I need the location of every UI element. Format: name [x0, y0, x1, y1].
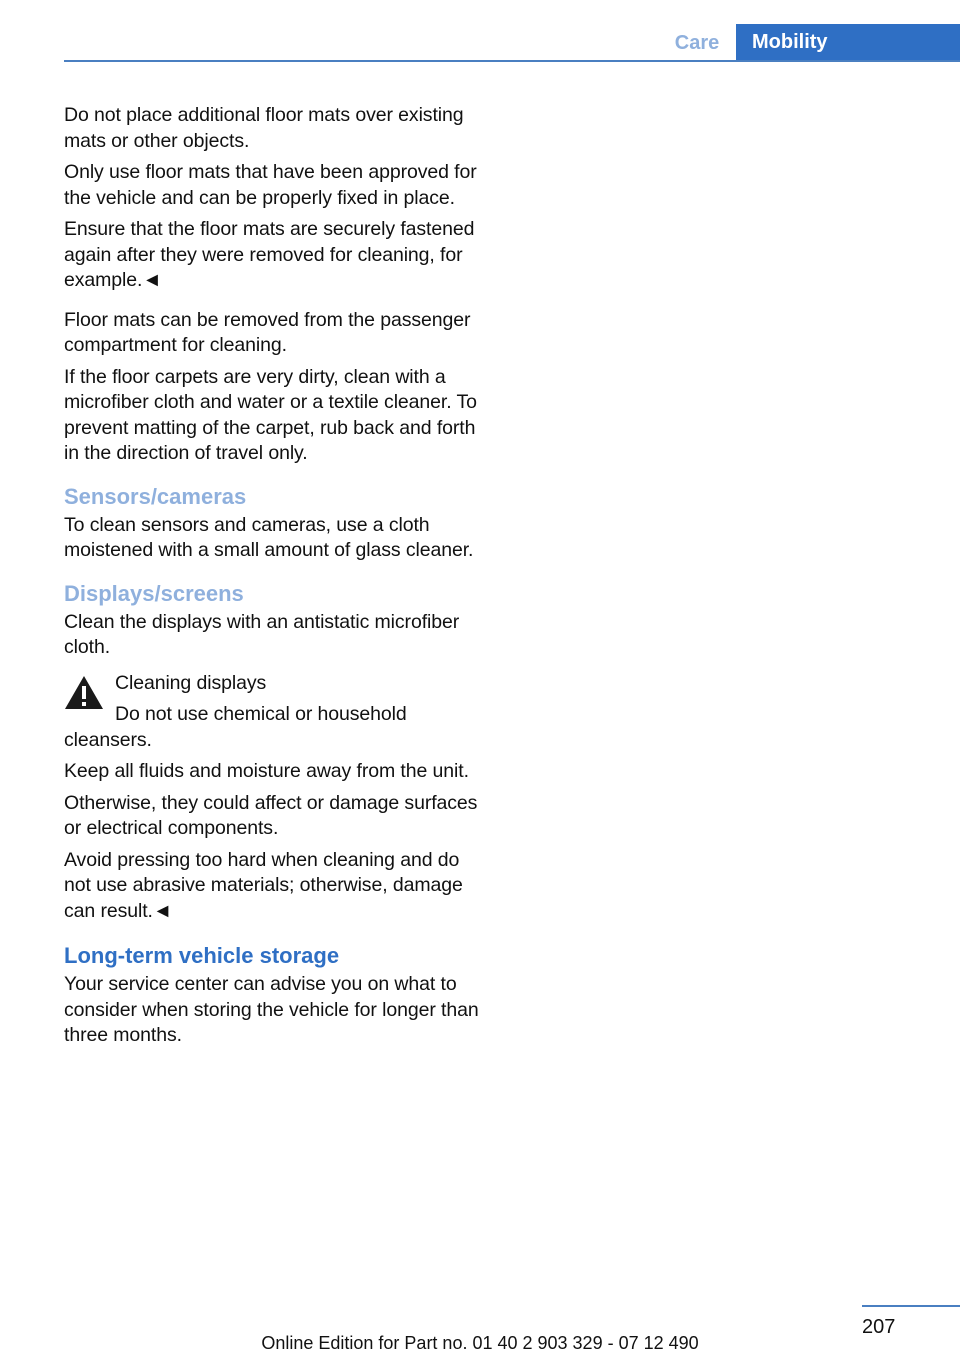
warning-title: Cleaning displays [115, 671, 267, 694]
page-number: 207 [862, 1316, 896, 1338]
paragraph-floor-mats-2: Only use floor mats that have been approved for the vehicle and can be properly fixed in place. [64, 161, 477, 209]
page-content [64, 103, 484, 1055]
paragraph-displays: Clean the displays with an antistatic microfiber cloth. [64, 610, 460, 658]
paragraph-avoid-pressing: Avoid pressing too hard when cleaning and do not use abrasive materials; otherwise, damage can result.◄ [64, 848, 463, 922]
tab-care[interactable]: Care [674, 32, 720, 54]
paragraph-storage: Your service center can advise you on what to consider when storing the vehicle for longer than three months. [64, 973, 479, 1046]
paragraph-floor-mats-1: Do not place additional floor mats over existing mats or other objects. [64, 104, 464, 152]
heading-long-term-storage: Long-term vehicle storage [64, 943, 340, 968]
paragraph-otherwise: Otherwise, they could affect or damage surfaces or electrical components. [64, 791, 478, 839]
footer-rule [862, 1305, 960, 1307]
footer-edition: Online Edition for Part no. 01 40 2 903 329 - 07 12 490 [261, 1333, 699, 1353]
heading-displays-screens: Displays/screens [64, 580, 244, 606]
paragraph-floor-carpets: If the floor carpets are very dirty, clean with a microfiber cloth and water or a textile cleaner. To prevent matting of the carpet, rub back and forth in the direction of travel only. [64, 365, 477, 464]
tab-mobility[interactable]: Mobility [736, 24, 960, 61]
warning-text: Do not use chemical or household cleansers. [64, 703, 407, 751]
paragraph-floor-mats-4: Floor mats can be removed from the passenger compartment for cleaning. [64, 308, 471, 356]
paragraph-fluids: Keep all fluids and moisture away from the unit. [64, 760, 469, 782]
heading-sensors-cameras: Sensors/cameras [64, 483, 247, 509]
paragraph-floor-mats-3: Ensure that the floor mats are securely fastened again after they were removed for cleaning, for example.◄ [64, 218, 475, 291]
paragraph-sensors: To clean sensors and cameras, use a cloth moistened with a small amount of glass cleaner. [64, 513, 474, 561]
warning-triangle-icon [64, 674, 104, 711]
warning-block [64, 671, 484, 754]
header-rule [64, 60, 960, 62]
